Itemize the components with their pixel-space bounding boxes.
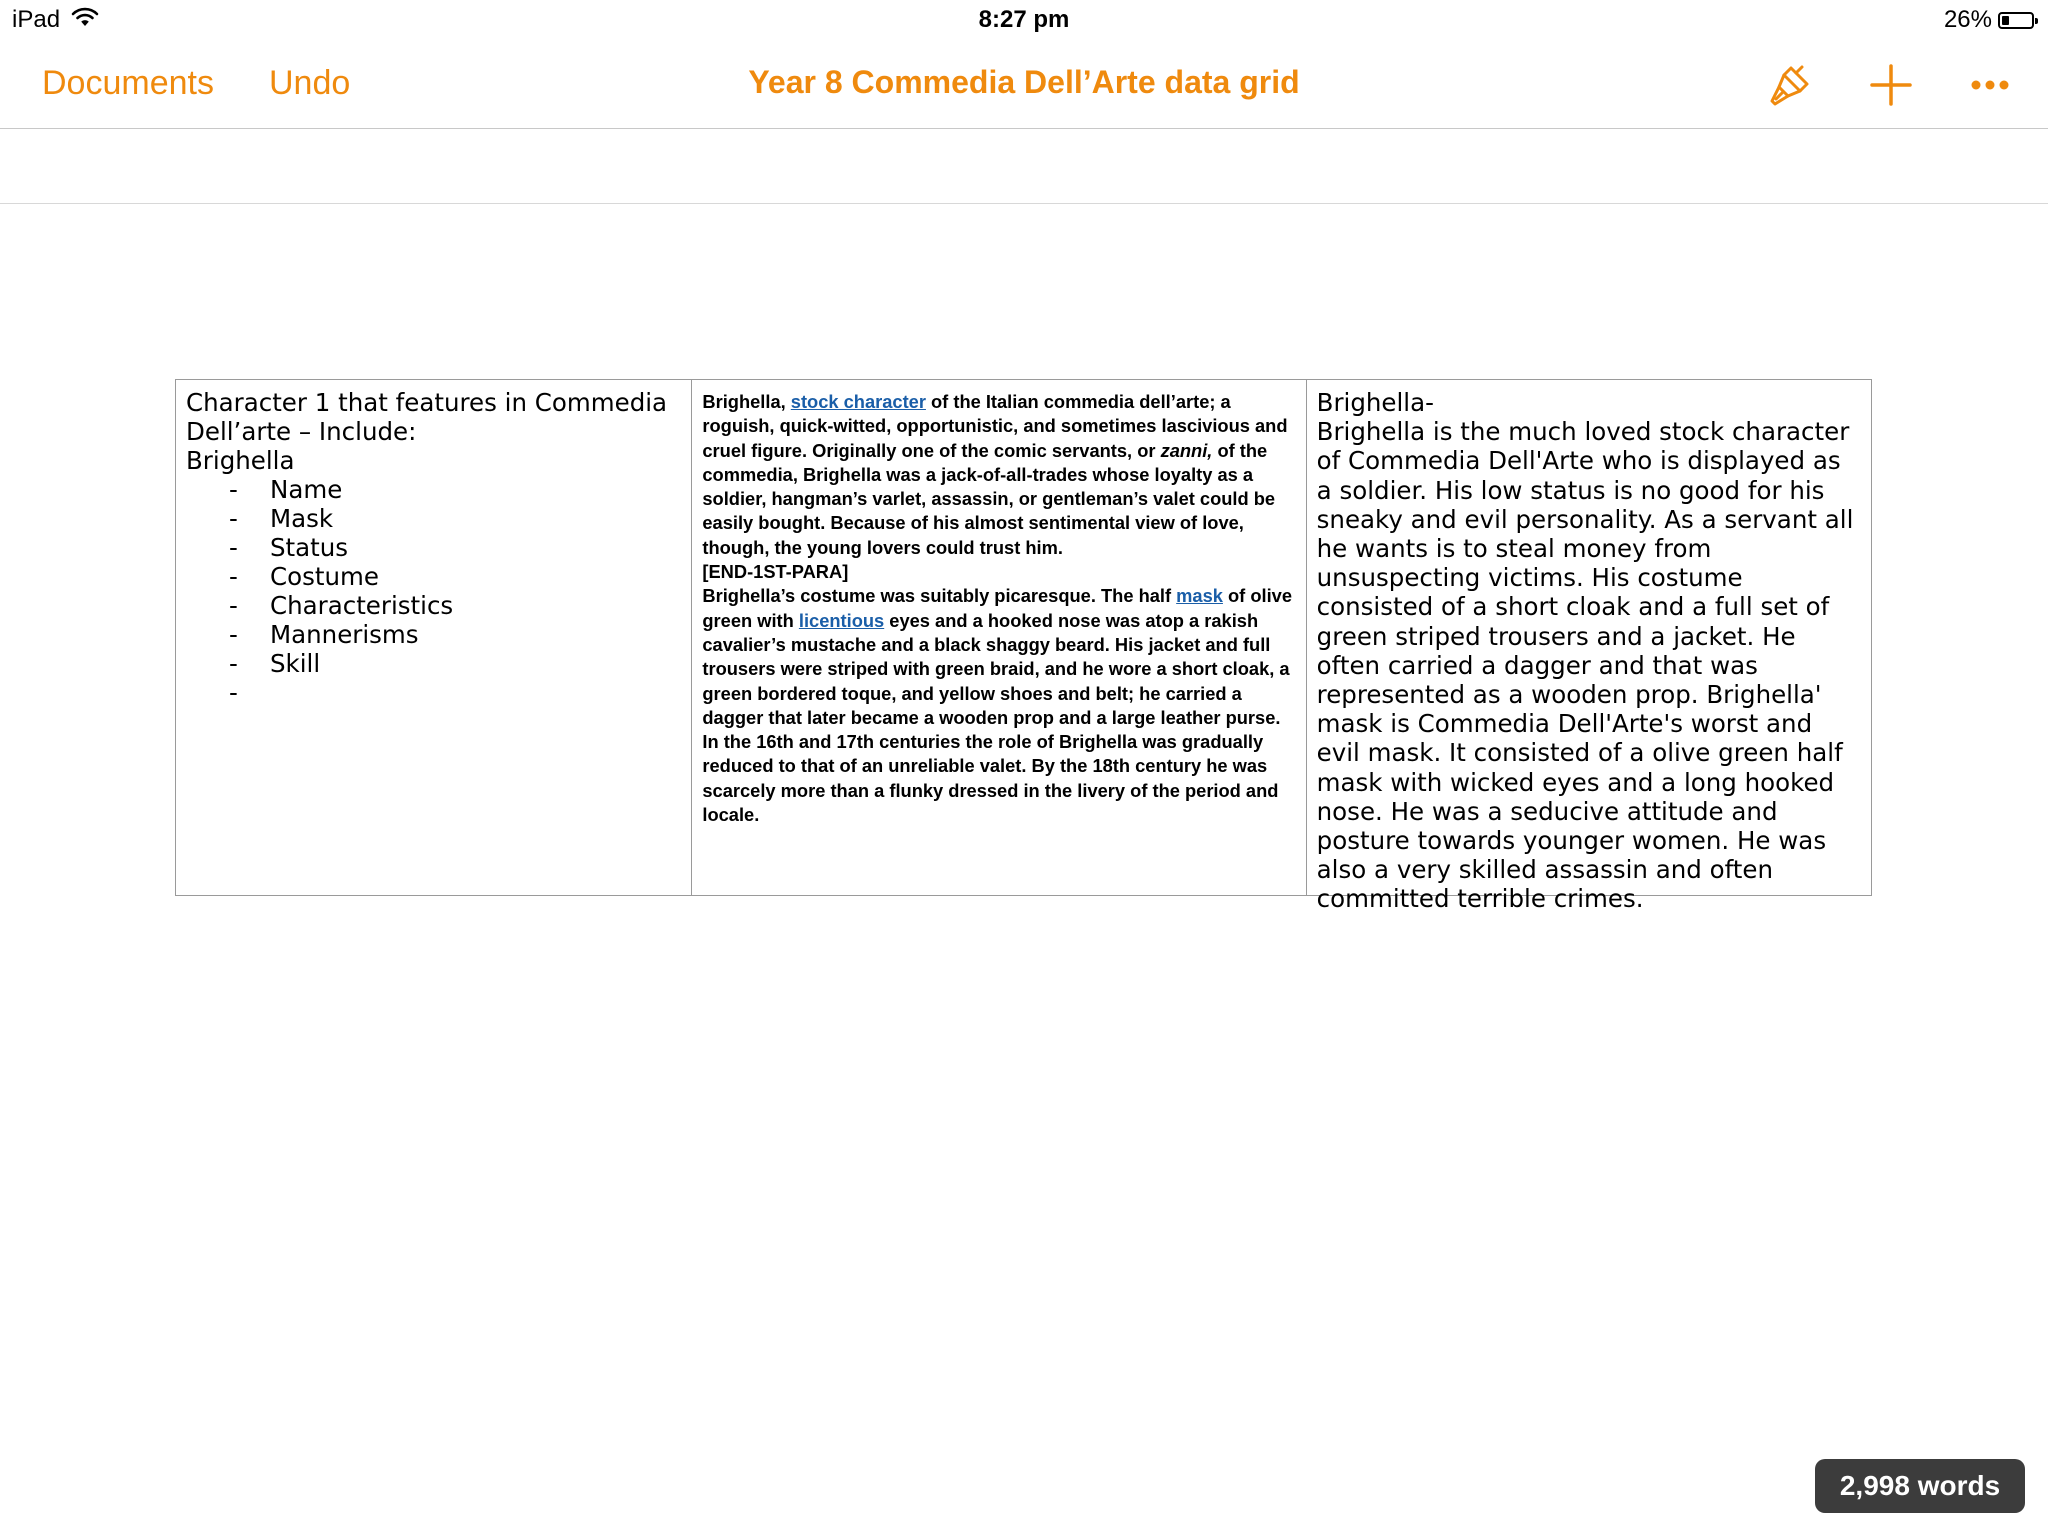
research-paragraph-2	[702, 584, 1295, 730]
paintbrush-icon[interactable]	[1765, 60, 1815, 110]
table-cell-research[interactable]	[691, 380, 1305, 895]
bullet-dash: -	[229, 504, 238, 533]
ruler-strip	[0, 129, 2048, 204]
more-icon[interactable]	[1965, 60, 2015, 110]
text-run: of olive green with	[702, 585, 1293, 631]
status-bar	[0, 0, 2048, 42]
list-item	[186, 591, 681, 620]
list-item-label: Mask	[270, 504, 334, 533]
word-count-badge[interactable]: 2,998 words	[1815, 1459, 2025, 1513]
list-item	[186, 504, 681, 533]
list-item-label: Name	[270, 475, 343, 504]
list-item-label: Mannerisms	[270, 620, 419, 649]
list-item-label: Costume	[270, 562, 379, 591]
list-item-label: Status	[270, 533, 349, 562]
battery-percent: 26%	[1943, 6, 1992, 33]
summary-body: Brighella is the much loved stock character of Commedia Dell'Arte who is displayed as a soldier. His low status is no good for his sneaky and evil personality. As a servant all he wants is to steal money from unsuspecting victims. His costume consisted of a short cloak and a full set of green striped trousers and a jacket. He often carried a dagger and that was represented as a wooden prop. Brighella' mask is Commedia Dell'Arte's worst and evil mask. It consisted of a olive green half mask with wicked eyes and a long hooked nose. He was a seducive attitude and posture towards younger women. He was also a very skilled assassin and often committed terrible crimes.	[1316, 417, 1854, 914]
battery-icon	[1998, 12, 2034, 29]
criteria-heading-line1: Character 1 that features in Commedia	[186, 388, 668, 417]
paragraph-marker: [END-1ST-PARA]	[702, 561, 849, 583]
list-item	[186, 649, 681, 678]
research-paragraph-3: In the 16th and 17th centuries the role of Brighella was gradually reduced to that of an unreliable valet. By the 18th century he was scarcely more than a flunky dressed in the livery of the period and locale.	[702, 731, 1279, 826]
criteria-list	[186, 475, 681, 707]
stock-character-link[interactable]: stock character	[790, 391, 926, 412]
status-right	[1944, 6, 2034, 34]
document-title[interactable]: Year 8 Commedia Dell’Arte data grid	[748, 64, 1300, 100]
summary-title: Brighella-	[1316, 388, 1434, 417]
character-name: Brighella	[186, 446, 295, 475]
list-item-label: Characteristics	[270, 591, 454, 620]
licentious-link[interactable]: licentious	[798, 609, 885, 631]
table-cell-criteria[interactable]	[176, 380, 691, 895]
toolbar	[0, 42, 2048, 129]
list-item	[186, 620, 681, 649]
bullet-dash: -	[229, 620, 238, 649]
table-cell-summary[interactable]	[1306, 380, 1871, 914]
battery-level	[2002, 16, 2009, 25]
plus-icon[interactable]	[1866, 60, 1916, 110]
text-run: eyes and a hooked nose was atop a rakish cavalier’s mustache and a black shaggy beard. His jacket and full trousers were striped with green braid, and he wore a short cloak, a green bordered toque, and yellow shoes and belt; he carried a dagger that later became a wooden prop and a large leather purse.	[702, 609, 1290, 728]
text-run: Brighella,	[702, 391, 791, 412]
bullet-dash: -	[229, 678, 238, 707]
bullet-dash: -	[229, 562, 238, 591]
device-name: iPad	[12, 6, 61, 33]
bullet-dash: -	[229, 475, 238, 504]
text-run: Brighella’s costume was suitably picaresque. The half	[702, 585, 1177, 607]
text-run: of the Italian commedia dell’arte; a roguish, quick-witted, opportunistic, and sometimes lascivious and cruel figure. Originally one of the comic servants, or	[702, 391, 1288, 461]
list-item	[186, 678, 681, 707]
list-item	[186, 533, 681, 562]
undo-button[interactable]: Undo	[269, 64, 351, 102]
bullet-dash: -	[229, 533, 238, 562]
bullet-dash: -	[229, 649, 238, 678]
mask-link[interactable]: mask	[1176, 585, 1223, 607]
list-item	[186, 475, 681, 504]
battery-tip	[2035, 18, 2038, 24]
research-paragraph-1	[702, 390, 1295, 560]
list-item-label: Skill	[270, 649, 321, 678]
criteria-heading-line2: Dell’arte – Include:	[186, 417, 417, 446]
documents-button[interactable]: Documents	[42, 64, 214, 102]
text-run: of the commedia, Brighella was a jack-of-all-trades whose loyalty as a soldier, hangman’s varlet, assassin, or gentleman’s valet could be easily bought. Because of his almost sentimental view of love, though, the young lovers could trust him.	[702, 439, 1276, 558]
status-time: 8:27 pm	[978, 6, 1070, 33]
list-item	[186, 562, 681, 591]
bullet-dash: -	[229, 591, 238, 620]
zanni-italic: zanni,	[1160, 439, 1213, 461]
data-grid-table[interactable]	[175, 379, 1872, 914]
